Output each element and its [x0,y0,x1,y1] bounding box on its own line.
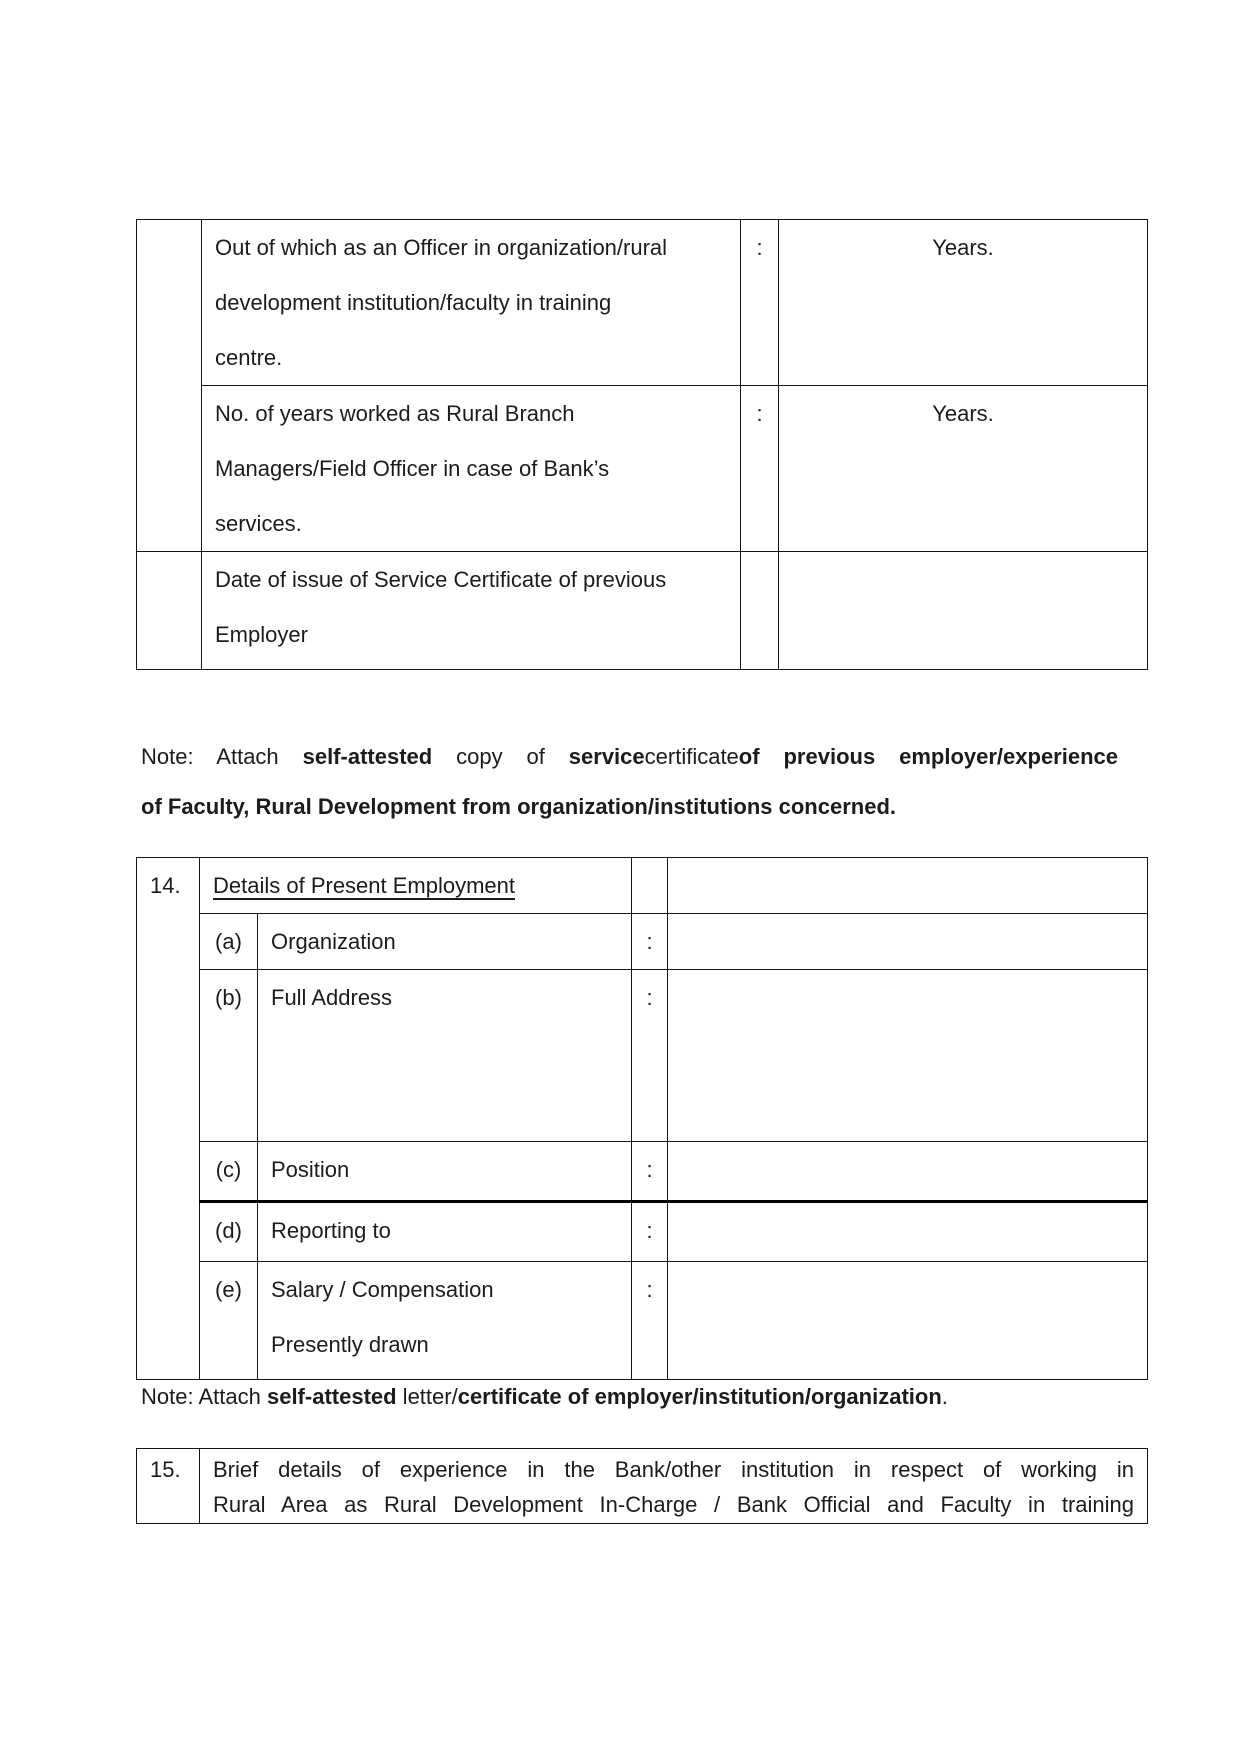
sub-item-label: Organization [258,914,632,970]
employment-row-salary [137,1262,1148,1380]
colon-cell-empty [632,858,668,914]
note-text: copy of [432,744,569,769]
experience-serial-cell [137,552,202,670]
experience-serial-cell [137,220,202,552]
value-field [668,858,1148,914]
sub-item-label: Reporting to [258,1202,632,1262]
colon-separator: : [741,386,779,552]
note-text-bold: self-attested [302,744,433,769]
item-number-cell: 15. [137,1449,200,1524]
experience-label-cell [202,552,741,670]
note-text: Note: Attach [141,744,303,769]
brief-details-text-cell [200,1449,1148,1524]
label-line: Employer [215,622,308,647]
item-number-cell: 14. [137,858,200,1380]
colon-separator: : [632,1142,668,1202]
sub-item-key: (b) [200,970,258,1142]
colon-separator [741,552,779,670]
employment-row-position [137,1142,1148,1202]
present-employment-table [136,857,1148,1380]
years-value-field: Years. [779,386,1148,552]
experience-row-certificate-date [137,552,1148,670]
note-line [141,782,1118,832]
note-text: certificate [644,744,739,769]
brief-details-line: Rural Area as Rural Development In-Charge / Bank Official and Faculty in training [213,1492,1134,1517]
sub-item-key: (c) [200,1142,258,1202]
brief-details-row [137,1449,1148,1524]
note-text: Note: Attach [141,1384,267,1409]
experience-row-rural-branch [137,386,1148,552]
colon-separator: : [632,970,668,1142]
sub-item-label: Full Address [258,970,632,1142]
colon-separator: : [632,1262,668,1380]
value-field [668,914,1148,970]
label-line: Managers/Field Officer in case of Bank’s [215,456,610,481]
colon-separator: : [741,220,779,386]
label-line: centre. [215,345,283,370]
sub-item-label: Position [258,1142,632,1202]
value-field [668,1262,1148,1380]
note-text-bold: of previous employer/experience [738,744,1118,769]
note-text-bold: service [568,744,645,769]
brief-details-table [136,1448,1148,1524]
value-field [668,1142,1148,1202]
label-line: No. of years worked as Rural Branch [215,401,575,426]
note-text: . [941,1384,948,1409]
value-field [668,970,1148,1142]
note-employer-certificate [141,1384,948,1410]
sub-item-label [258,1262,632,1380]
label-line: Salary / Compensation [271,1277,494,1302]
label-line: Presently drawn [271,1332,429,1357]
employment-row-full-address [137,970,1148,1142]
label-line: Date of issue of Service Certificate of previous [215,567,667,592]
experience-row-officer [137,220,1148,386]
note-text-bold: of Faculty, Rural Development from organization/institutions concerned. [141,794,897,819]
note-text: letter/ [396,1384,458,1409]
note-line [141,732,1118,782]
colon-separator: : [632,1202,668,1262]
years-value-field: Years. [779,220,1148,386]
section-heading-present-employment: Details of Present Employment [213,873,516,898]
present-employment-heading-row [137,858,1148,914]
employment-row-reporting-to [137,1202,1148,1262]
sub-item-key: (e) [200,1262,258,1380]
note-text-bold: certificate of employer/institution/organization [457,1384,942,1409]
colon-separator: : [632,914,668,970]
note-service-certificate [141,732,1118,832]
experience-label-cell [202,220,741,386]
label-line: services. [215,511,302,536]
employment-row-organization [137,914,1148,970]
brief-details-line: Brief details of experience in the Bank/other institution in respect of working in [213,1457,1134,1482]
experience-table [136,219,1148,670]
section-heading-cell [200,858,632,914]
sub-item-key: (d) [200,1202,258,1262]
note-text-bold: self-attested [266,1384,397,1409]
value-field [779,552,1148,670]
label-line: development institution/faculty in training [215,290,612,315]
value-field [668,1202,1148,1262]
experience-label-cell [202,386,741,552]
sub-item-key: (a) [200,914,258,970]
label-line: Out of which as an Officer in organization/rural [215,235,668,260]
